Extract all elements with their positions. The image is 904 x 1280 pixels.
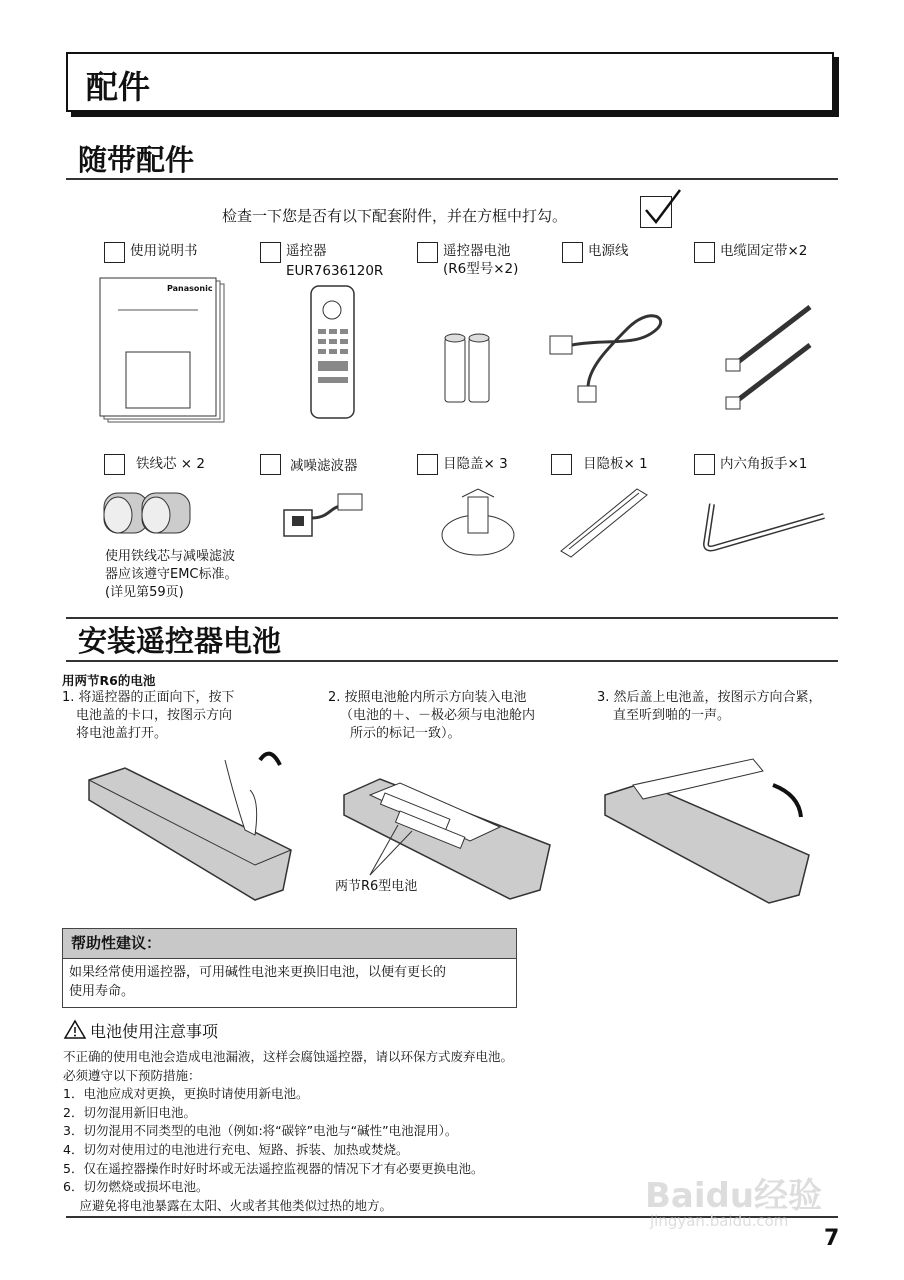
cover-cap-illustration <box>438 485 518 560</box>
panasonic-logo: Panasonic <box>167 284 213 293</box>
warning-item: 6．切勿燃烧或损坏电池。 <box>63 1179 209 1195</box>
warning-body <box>63 1048 513 1215</box>
section-title-accessories: 随带配件 <box>78 143 195 177</box>
remote-close-illustration <box>603 755 813 905</box>
step-line: 直至听到啪的一声。 <box>613 708 731 723</box>
item-label: 内六角扳手×1 <box>720 456 808 472</box>
checkbox-cover-plate[interactable] <box>551 454 572 475</box>
step-line: 电池盖的卡口，按图示方向 <box>76 708 233 723</box>
warning-item: 3．切勿混用不同类型的电池（例如:将“碳锌”电池与“碱性”电池混用）。 <box>63 1123 458 1139</box>
warning-title: 电池使用注意事项 <box>90 1022 219 1041</box>
warning-line: 不正确的使用电池会造成电池漏液，这样会腐蚀遥控器，请以环保方式废弃电池。 <box>63 1049 514 1064</box>
page-number: 7 <box>824 1226 840 1251</box>
section-title-battery: 安装遥控器电池 <box>78 624 282 658</box>
step-3 <box>597 689 822 725</box>
checkbox-cover[interactable] <box>417 454 438 475</box>
warning-item: 5．仅在遥控器操作时好时坏或无法遥控监视器的情况下才有必要更换电池。 <box>63 1160 484 1176</box>
battery-subtitle: 用两节R6的电池 <box>62 673 156 688</box>
checkbox-manual[interactable] <box>104 242 125 263</box>
ferrite-core-illustration <box>100 485 200 545</box>
power-cord-illustration <box>548 308 668 418</box>
emc-note-line: (详见第59页) <box>105 585 184 600</box>
emc-note <box>105 548 238 602</box>
item-label: 电缆固定带×2 <box>720 243 808 259</box>
remote-illustration <box>310 285 355 420</box>
help-text: 使用寿命。 <box>69 984 135 999</box>
item-label: 遥控器 <box>286 243 327 259</box>
checkbox-hex-wrench[interactable] <box>694 454 715 475</box>
cable-ties-illustration <box>720 305 820 415</box>
battery-type: (R6型号×2) <box>443 261 519 277</box>
watermark-logo: Baidu经验 <box>645 1176 823 1216</box>
emc-note-line: 器应该遵守EMC标准。 <box>105 567 238 582</box>
checkbox-batteries[interactable] <box>417 242 438 263</box>
divider <box>66 660 838 662</box>
checkmark-icon <box>640 186 690 231</box>
step-line: 所示的标记一致）。 <box>350 726 461 741</box>
batteries-illustration <box>443 330 495 405</box>
item-label: 遥控器电池 <box>443 243 511 259</box>
step-line: 1. 将遥控器的正面向下，按下 <box>62 690 235 705</box>
step-line: 2. 按照电池舱内所示方向装入电池 <box>328 690 527 705</box>
help-box <box>62 928 517 1008</box>
checkbox-ferrite-core[interactable] <box>104 454 125 475</box>
battery-callout: 两节R6型电池 <box>335 879 418 894</box>
title-box <box>66 52 834 112</box>
item-label: 目隐板× 1 <box>583 456 648 472</box>
emc-note-line: 使用铁线芯与减噪滤波 <box>105 549 236 564</box>
watermark-url: jingyan.baidu.com <box>650 1212 789 1230</box>
step-1 <box>62 689 235 743</box>
manual-illustration <box>100 278 230 428</box>
warning-line: 必须遵守以下预防措施： <box>63 1067 201 1083</box>
page-title: 配件 <box>86 68 151 106</box>
remote-model: EUR7636120R <box>286 263 384 279</box>
cover-plate-illustration <box>557 485 652 560</box>
divider <box>66 178 838 180</box>
checkbox-remote[interactable] <box>260 242 281 263</box>
item-label: 使用说明书 <box>130 243 198 259</box>
noise-filter-illustration <box>280 488 370 543</box>
item-label: 电源线 <box>588 243 629 259</box>
item-label: 目隐盖× 3 <box>443 456 508 472</box>
step-line: （电池的＋、－极必须与电池舱内 <box>340 708 536 723</box>
warning-item: 应避免将电池暴露在太阳、火或者其他类似过热的地方。 <box>63 1197 392 1213</box>
help-title: 帮助性建议： <box>63 929 516 959</box>
checkbox-power-cord[interactable] <box>562 242 583 263</box>
warning-item: 4．切勿对使用过的电池进行充电、短路、拆装、加热或焚烧。 <box>63 1141 409 1157</box>
hex-wrench-illustration <box>700 500 830 555</box>
checkbox-cable-ties[interactable] <box>694 242 715 263</box>
step-line: 3. 然后盖上电池盖，按图示方向合紧， <box>597 690 822 705</box>
remote-open-illustration <box>85 740 300 905</box>
step-line: 将电池盖打开。 <box>76 726 168 741</box>
step-2 <box>328 689 535 743</box>
check-instruction: 检查一下您是否有以下配套附件，并在方框中打勾。 <box>222 207 568 225</box>
item-label: 减噪滤波器 <box>290 458 358 474</box>
checkbox-noise-filter[interactable] <box>260 454 281 475</box>
help-text: 如果经常使用遥控器，可用碱性电池来更换旧电池，以便有更长的 <box>69 965 447 980</box>
item-label: 铁线芯 × 2 <box>136 456 205 472</box>
warning-item: 2．切勿混用新旧电池。 <box>63 1104 196 1120</box>
warning-item: 1．电池应成对更换，更换时请使用新电池。 <box>63 1086 309 1102</box>
warning-icon <box>63 1019 87 1039</box>
